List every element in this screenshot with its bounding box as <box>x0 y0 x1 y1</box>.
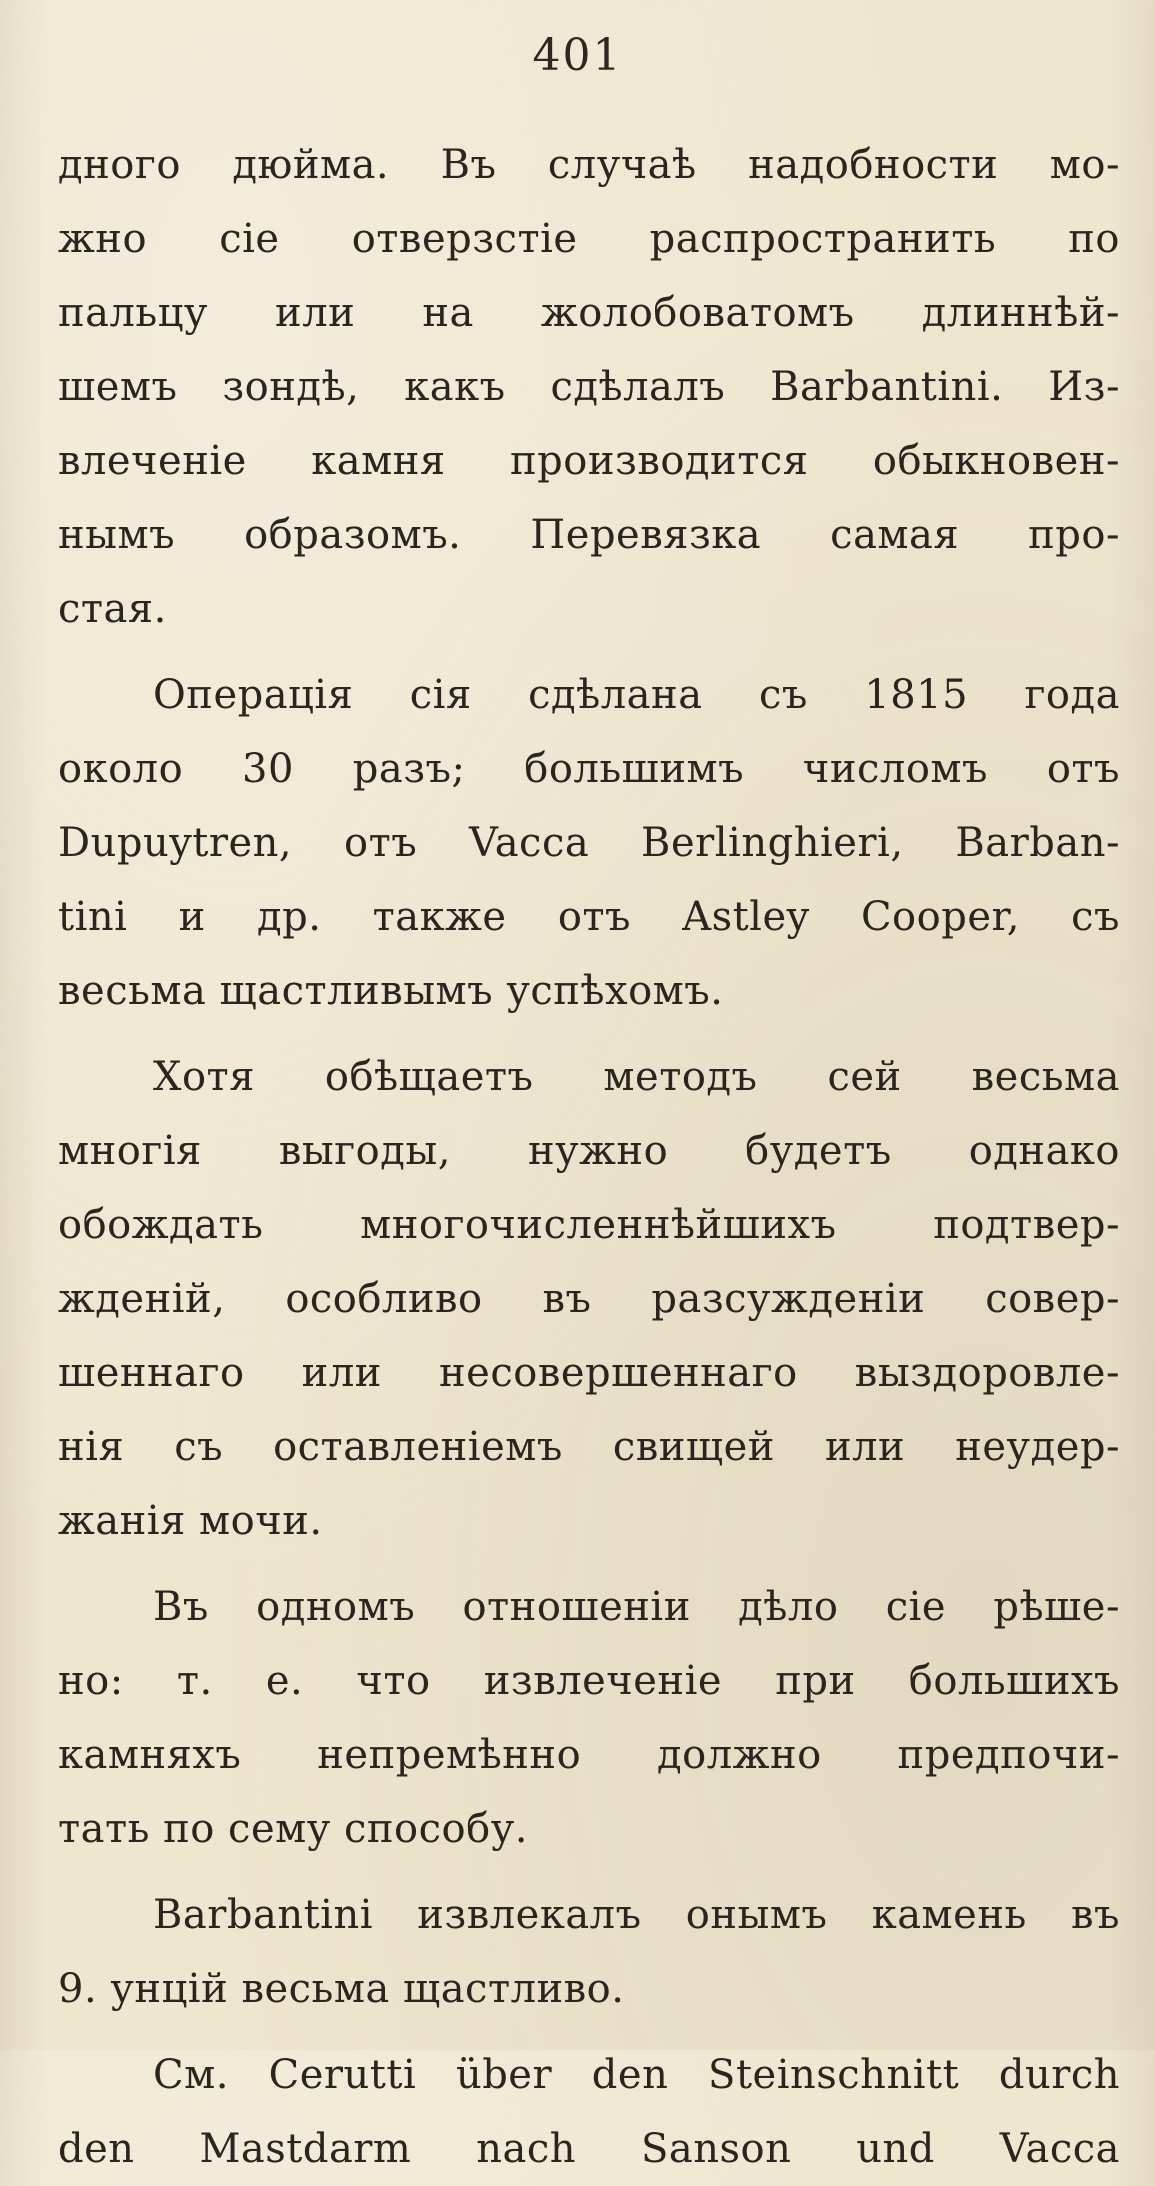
text-line: но: т. е. что извлеченіе при большихъ <box>58 1658 1120 1704</box>
text-line: жденій, особливо въ разсужденіи совер- <box>58 1276 1120 1322</box>
text-line: пальцу или на жолобоватомъ длиннѣй- <box>58 290 1120 336</box>
text-line: den Mastdarm nach Sanson und Vacca <box>58 2126 1120 2172</box>
text-line: Dupuytren, отъ Vacca Berlinghieri, Barban- <box>58 820 1120 866</box>
text-line: Операція сія сдѣлана съ 1815 года <box>153 672 1120 718</box>
text-line: шемъ зондѣ, какъ сдѣлалъ Barbantini. Из- <box>58 364 1120 410</box>
text-line: нымъ образомъ. Перевязка самая про- <box>58 512 1120 558</box>
text-line: Въ одномъ отношеніи дѣло сіе рѣше- <box>153 1584 1120 1630</box>
text-line: влеченіе камня производится обыкновен- <box>58 438 1120 484</box>
text-line: Barbantini извлекалъ онымъ камень въ <box>153 1892 1120 1938</box>
text-line: Хотя обѣщаетъ методъ сей весьма <box>153 1054 1120 1100</box>
page-text <box>58 128 1120 2186</box>
paragraph <box>58 1040 1120 1558</box>
paragraph <box>58 1570 1120 1866</box>
text-line: См. Cerutti über den Steinschnitt durch <box>153 2052 1120 2098</box>
text-line: около 30 разъ; большимъ числомъ отъ <box>58 746 1120 792</box>
text-line: обождать многочисленнѣйшихъ подтвер- <box>58 1202 1120 1248</box>
paragraph <box>58 658 1120 1028</box>
text-line: жанія мочи. <box>58 1498 323 1544</box>
text-line: дного дюйма. Въ случаѣ надобности мо- <box>58 142 1120 188</box>
text-line: весьма щастливымъ успѣхомъ. <box>58 968 724 1014</box>
paragraph <box>58 1878 1120 2026</box>
text-line: 9. унцій весьма щастливо. <box>58 1966 625 2012</box>
paragraph <box>58 128 1120 646</box>
paragraph <box>58 2038 1120 2186</box>
text-line: камняхъ непремѣнно должно предпочи- <box>58 1732 1120 1778</box>
text-line: шеннаго или несовершеннаго выздоровле- <box>58 1350 1120 1396</box>
text-line: жно сіе отверзстіе распространить по <box>58 216 1120 262</box>
text-line: нія съ оставленіемъ свищей или неудер- <box>58 1424 1120 1470</box>
text-line: тать по сему способу. <box>58 1806 528 1852</box>
page-number: 401 <box>532 30 623 81</box>
text-line: многія выгоды, нужно будетъ однако <box>58 1128 1120 1174</box>
text-line: tini и др. также отъ Astley Cooper, съ <box>58 894 1120 940</box>
text-line: стая. <box>58 586 167 632</box>
